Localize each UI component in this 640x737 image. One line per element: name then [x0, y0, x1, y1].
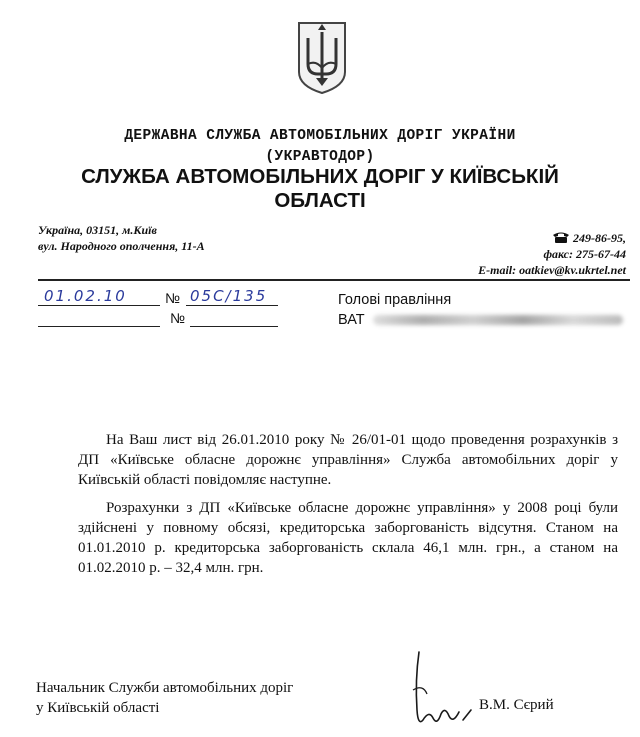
address-line2: вул. Народного ополчення, 11-А — [38, 239, 205, 253]
signatory-title-line1: Начальник Служби автомобільних доріг — [36, 680, 294, 696]
handwritten-signature — [405, 650, 475, 730]
outgoing-number-sign: № — [165, 290, 181, 306]
recipient-line2 — [338, 310, 623, 330]
recipient — [338, 290, 623, 330]
phone-number: 249-86-95, — [573, 231, 626, 245]
fax-number: факс: 275-67-44 — [543, 247, 626, 261]
incoming-date-blank — [38, 326, 160, 327]
letter-body — [78, 430, 618, 586]
phone-icon — [552, 231, 570, 243]
phone-line — [360, 230, 626, 246]
outgoing-number: 05С/135 — [190, 287, 268, 305]
outgoing-number-field — [186, 287, 278, 307]
service-name — [40, 165, 600, 213]
sender-contacts — [360, 230, 626, 278]
signatory-title — [36, 678, 293, 718]
outgoing-date: 01.02.10 — [44, 287, 127, 305]
email-address[interactable]: E-mail: oatkiev@kv.ukrtel.net — [478, 263, 626, 277]
recipient-org-prefix: ВАТ — [338, 312, 365, 328]
body-paragraph-1: На Ваш лист від 26.01.2010 року № 26/01-01 щодо проведення розрахунків з ДП «Київське обласне дорожнє управління» Служба автомобільних доріг у Київській області повідомляє наступне. — [78, 432, 618, 488]
service-name-line2: ОБЛАСТІ — [274, 189, 366, 212]
incoming-number-blank — [190, 326, 278, 327]
coat-of-arms-trident-icon — [296, 20, 348, 96]
address-line1: Україна, 03151, м.Київ — [38, 223, 157, 237]
redacted-recipient-name — [373, 315, 623, 325]
header-divider — [38, 279, 630, 281]
ministry-abbreviation: (УКРАВТОДОР) — [265, 149, 375, 165]
incoming-number-sign: № — [170, 310, 186, 326]
service-name-line1: СЛУЖБА АВТОМОБІЛЬНИХ ДОРІГ У КИЇВСЬКІЙ — [81, 165, 559, 188]
sender-address — [38, 222, 205, 254]
signatory-title-line2: у Київській області — [36, 700, 160, 716]
ministry-name: ДЕРЖАВНА СЛУЖБА АВТОМОБІЛЬНИХ ДОРІГ УКРАЇНИ — [124, 128, 516, 144]
signatory-name: В.М. Сєрий — [479, 697, 554, 713]
outgoing-date-field — [38, 287, 160, 307]
body-paragraph-2: Розрахунки з ДП «Київське обласне дорожнє управління» у 2008 році були здійснені у повному обсязі, кредиторська заборгованість відсутня. Станом на 01.01.2010 р. кредиторська заборгованість склала 46,1 млн. грн., а станом на 01.02.2010 р. – 32,4 млн. грн. — [78, 500, 618, 576]
recipient-line1: Голові правління — [338, 292, 452, 308]
